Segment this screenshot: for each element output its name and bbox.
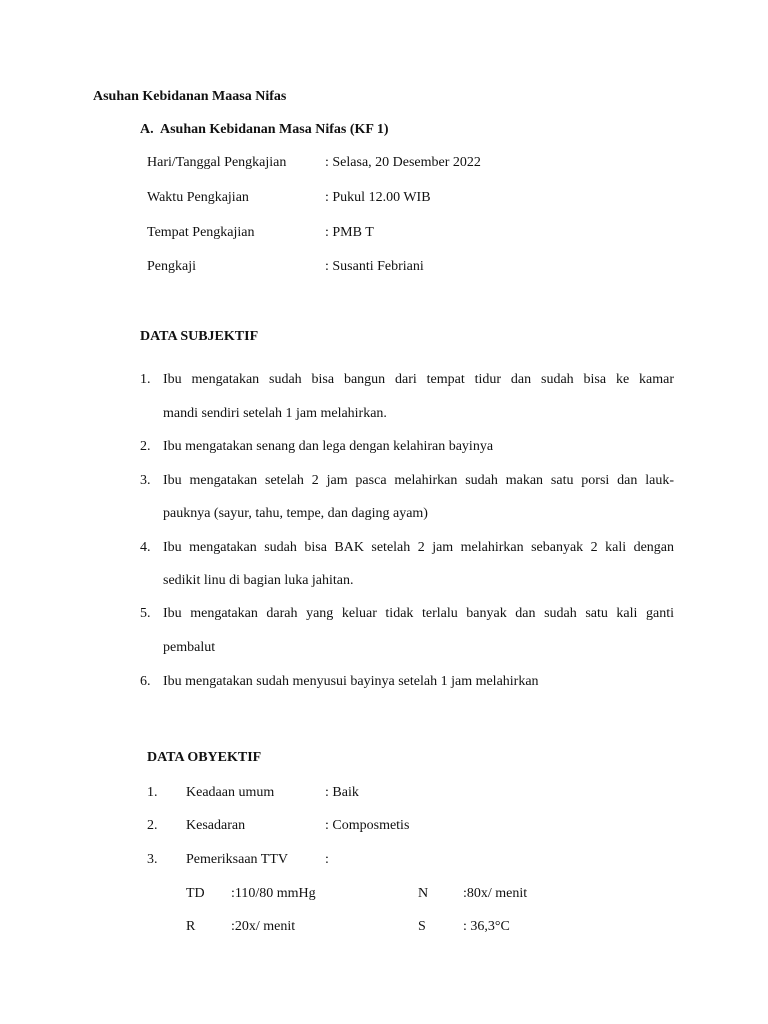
vital-value-s: : 36,3°C — [463, 919, 510, 934]
list-item-text-continued: sedikit linu di bagian luka jahitan. — [163, 573, 354, 588]
obyektif-item-value: : — [325, 852, 329, 867]
list-item-text: Ibu mengatakan sudah bisa BAK setelah 2 jam melahirkan sebanyak 2 kali dengan — [163, 540, 674, 555]
obyektif-item-value: : Composmetis — [325, 818, 410, 833]
list-item-text-continued: pauknya (sayur, tahu, tempe, dan daging ayam) — [163, 506, 428, 521]
vital-value-r: :20x/ menit — [231, 919, 296, 934]
obyektif-item-label: Pemeriksaan TTV — [186, 852, 288, 867]
list-item-text: Ibu mengatakan sudah menyusui bayinya setelah 1 jam melahirkan — [163, 674, 539, 689]
list-item-text: Ibu mengatakan senang dan lega dengan kelahiran bayinya — [163, 439, 494, 454]
list-item-text-continued: pembalut — [163, 640, 216, 655]
obyektif-item-number: 1. — [147, 785, 158, 800]
field-label-date: Hari/Tanggal Pengkajian — [147, 155, 287, 170]
section-a-title: Asuhan Kebidanan Masa Nifas (KF 1) — [160, 122, 389, 137]
field-value-date: : Selasa, 20 Desember 2022 — [325, 155, 481, 170]
list-item-text: Ibu mengatakan darah yang keluar tidak terlalu banyak dan sudah satu kali ganti — [163, 606, 674, 621]
field-label-time: Waktu Pengkajian — [147, 190, 249, 205]
obyektif-item-label: Keadaan umum — [186, 785, 275, 800]
list-item-number: 4. — [140, 540, 151, 555]
list-item-number: 3. — [140, 473, 151, 488]
heading-data-subjektif: DATA SUBJEKTIF — [140, 329, 259, 344]
section-a-number: A. — [140, 122, 154, 137]
obyektif-item-value: : Baik — [325, 785, 359, 800]
list-item-text-continued: mandi sendiri setelah 1 jam melahirkan. — [163, 406, 387, 421]
list-item-number: 6. — [140, 674, 151, 689]
field-value-time: : Pukul 12.00 WIB — [325, 190, 431, 205]
field-label-place: Tempat Pengkajian — [147, 225, 255, 240]
obyektif-item-number: 2. — [147, 818, 158, 833]
vital-label-s: S — [418, 919, 426, 934]
vital-value-td: :110/80 mmHg — [231, 886, 316, 901]
list-item-number: 1. — [140, 372, 151, 387]
vital-label-td: TD — [186, 886, 205, 901]
field-value-place: : PMB T — [325, 225, 374, 240]
vital-label-r: R — [186, 919, 196, 934]
list-item-text: Ibu mengatakan setelah 2 jam pasca melahirkan sudah makan satu porsi dan lauk- — [163, 473, 674, 488]
field-label-examiner: Pengkaji — [147, 259, 196, 274]
list-item-text: Ibu mengatakan sudah bisa bangun dari tempat tidur dan sudah bisa ke kamar — [163, 372, 674, 387]
vital-label-n: N — [418, 886, 429, 901]
vital-value-n: :80x/ menit — [463, 886, 528, 901]
obyektif-item-label: Kesadaran — [186, 818, 246, 833]
document-title: Asuhan Kebidanan Maasa Nifas — [93, 89, 287, 104]
obyektif-item-number: 3. — [147, 852, 158, 867]
list-item-number: 2. — [140, 439, 151, 454]
list-item-number: 5. — [140, 606, 151, 621]
field-value-examiner: : Susanti Febriani — [325, 259, 424, 274]
heading-data-obyektif: DATA OBYEKTIF — [147, 750, 262, 765]
